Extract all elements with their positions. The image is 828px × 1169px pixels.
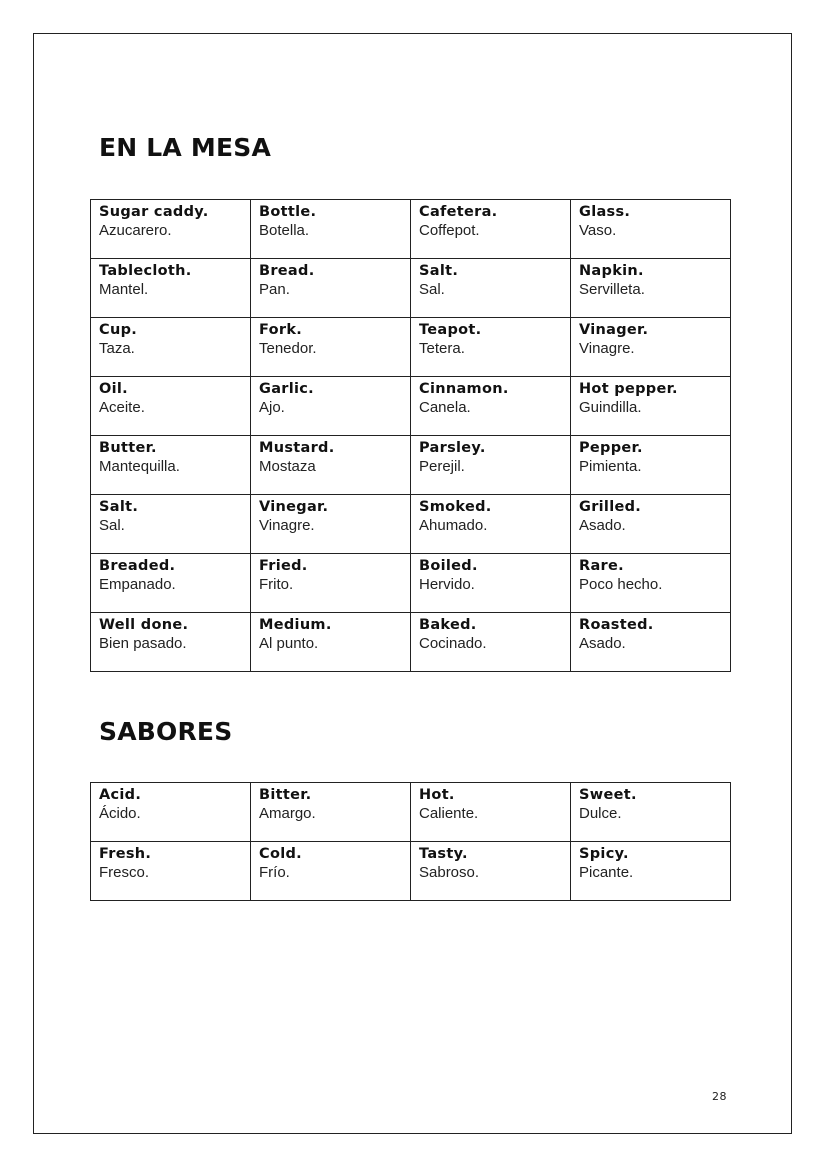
vocab-cell [91, 259, 251, 318]
spanish-word: Vinagre. [259, 517, 315, 534]
english-word: Pepper. [579, 440, 643, 456]
english-word: Roasted. [579, 617, 654, 633]
vocab-cell [251, 554, 411, 613]
vocab-cell [571, 436, 731, 495]
vocab-cell [571, 495, 731, 554]
vocab-cell [91, 377, 251, 436]
spanish-word: Asado. [579, 635, 626, 652]
spanish-word: Cocinado. [419, 635, 487, 652]
vocab-cell [91, 842, 251, 901]
english-word: Smoked. [419, 499, 492, 515]
vocab-cell [571, 259, 731, 318]
spanish-word: Mantequilla. [99, 458, 180, 475]
english-word: Sugar caddy. [99, 204, 209, 220]
vocab-cell [571, 613, 731, 672]
table-row [91, 783, 731, 842]
vocab-cell [251, 613, 411, 672]
vocab-cell [411, 377, 571, 436]
vocab-cell [411, 495, 571, 554]
english-word: Fresh. [99, 846, 152, 862]
spanish-word: Ajo. [259, 399, 285, 416]
table-row [91, 436, 731, 495]
spanish-word: Picante. [579, 864, 634, 881]
spanish-word: Canela. [419, 399, 471, 416]
vocab-cell [571, 783, 731, 842]
english-word: Boiled. [419, 558, 478, 574]
spanish-word: Sabroso. [419, 864, 480, 881]
spanish-word: Ahumado. [419, 517, 488, 534]
english-word: Fried. [259, 558, 308, 574]
english-word: Sweet. [579, 787, 637, 803]
english-word: Hot. [419, 787, 455, 803]
section-title-sabores: SABORES [99, 717, 233, 746]
table-en-la-mesa [90, 199, 731, 672]
english-word: Oil. [99, 381, 128, 397]
table-row [91, 318, 731, 377]
vocab-cell [251, 377, 411, 436]
english-word: Napkin. [579, 263, 644, 279]
spanish-word: Mantel. [99, 281, 149, 298]
spanish-word: Dulce. [579, 805, 622, 822]
english-word: Salt. [99, 499, 139, 515]
section-title-en-la-mesa: EN LA MESA [99, 133, 271, 162]
table-row [91, 842, 731, 901]
vocab-cell [411, 613, 571, 672]
english-word: Cafetera. [419, 204, 498, 220]
english-word: Glass. [579, 204, 631, 220]
spanish-word: Sal. [419, 281, 445, 298]
spanish-word: Hervido. [419, 576, 475, 593]
table-row [91, 613, 731, 672]
vocab-cell [571, 554, 731, 613]
english-word: Bitter. [259, 787, 312, 803]
english-word: Teapot. [419, 322, 482, 338]
spanish-word: Coffepot. [419, 222, 480, 239]
english-word: Cinnamon. [419, 381, 509, 397]
spanish-word: Guindilla. [579, 399, 642, 416]
spanish-word: Fresco. [99, 864, 150, 881]
english-word: Cold. [259, 846, 302, 862]
english-word: Bottle. [259, 204, 317, 220]
english-word: Acid. [99, 787, 142, 803]
table-row [91, 377, 731, 436]
vocab-cell [91, 554, 251, 613]
english-word: Medium. [259, 617, 332, 633]
vocab-cell [91, 436, 251, 495]
vocab-cell [251, 200, 411, 259]
vocab-cell [411, 259, 571, 318]
vocab-cell [91, 495, 251, 554]
spanish-word: Asado. [579, 517, 626, 534]
spanish-word: Pimienta. [579, 458, 642, 475]
english-word: Parsley. [419, 440, 486, 456]
english-word: Garlic. [259, 381, 314, 397]
english-word: Tablecloth. [99, 263, 192, 279]
vocab-cell [411, 318, 571, 377]
vocab-cell [91, 200, 251, 259]
spanish-word: Servilleta. [579, 281, 645, 298]
vocab-cell [411, 783, 571, 842]
vocab-cell [251, 259, 411, 318]
english-word: Spicy. [579, 846, 629, 862]
spanish-word: Perejil. [419, 458, 465, 475]
spanish-word: Bien pasado. [99, 635, 187, 652]
vocab-cell [571, 200, 731, 259]
vocab-cell [251, 318, 411, 377]
vocab-cell [91, 613, 251, 672]
spanish-word: Sal. [99, 517, 125, 534]
spanish-word: Amargo. [259, 805, 316, 822]
english-word: Vinager. [579, 322, 649, 338]
table-row [91, 554, 731, 613]
vocab-cell [571, 842, 731, 901]
english-word: Butter. [99, 440, 157, 456]
english-word: Tasty. [419, 846, 468, 862]
english-word: Cup. [99, 322, 138, 338]
vocab-cell [571, 377, 731, 436]
spanish-word: Ácido. [99, 805, 141, 822]
vocab-cell [571, 318, 731, 377]
vocab-cell [411, 842, 571, 901]
spanish-word: Mostaza [259, 458, 316, 475]
vocab-cell [251, 783, 411, 842]
table-row [91, 259, 731, 318]
english-word: Bread. [259, 263, 315, 279]
english-word: Mustard. [259, 440, 335, 456]
vocab-cell [251, 436, 411, 495]
spanish-word: Taza. [99, 340, 135, 357]
vocab-cell [411, 436, 571, 495]
english-word: Fork. [259, 322, 303, 338]
english-word: Salt. [419, 263, 459, 279]
spanish-word: Aceite. [99, 399, 145, 416]
spanish-word: Azucarero. [99, 222, 172, 239]
spanish-word: Al punto. [259, 635, 319, 652]
english-word: Baked. [419, 617, 477, 633]
spanish-word: Vaso. [579, 222, 617, 239]
vocab-cell [411, 200, 571, 259]
vocab-cell [251, 495, 411, 554]
spanish-word: Pan. [259, 281, 290, 298]
vocab-cell [91, 783, 251, 842]
spanish-word: Empanado. [99, 576, 176, 593]
page-number: 28 [712, 1090, 727, 1103]
vocab-cell [411, 554, 571, 613]
spanish-word: Tenedor. [259, 340, 317, 357]
spanish-word: Frío. [259, 864, 290, 881]
english-word: Hot pepper. [579, 381, 678, 397]
table-sabores [90, 782, 731, 901]
table-row [91, 200, 731, 259]
english-word: Rare. [579, 558, 624, 574]
spanish-word: Tetera. [419, 340, 465, 357]
table-row [91, 495, 731, 554]
english-word: Breaded. [99, 558, 176, 574]
english-word: Vinegar. [259, 499, 329, 515]
english-word: Well done. [99, 617, 189, 633]
vocab-cell [251, 842, 411, 901]
english-word: Grilled. [579, 499, 642, 515]
spanish-word: Frito. [259, 576, 294, 593]
spanish-word: Poco hecho. [579, 576, 663, 593]
spanish-word: Caliente. [419, 805, 479, 822]
vocab-cell [91, 318, 251, 377]
spanish-word: Vinagre. [579, 340, 635, 357]
spanish-word: Botella. [259, 222, 310, 239]
